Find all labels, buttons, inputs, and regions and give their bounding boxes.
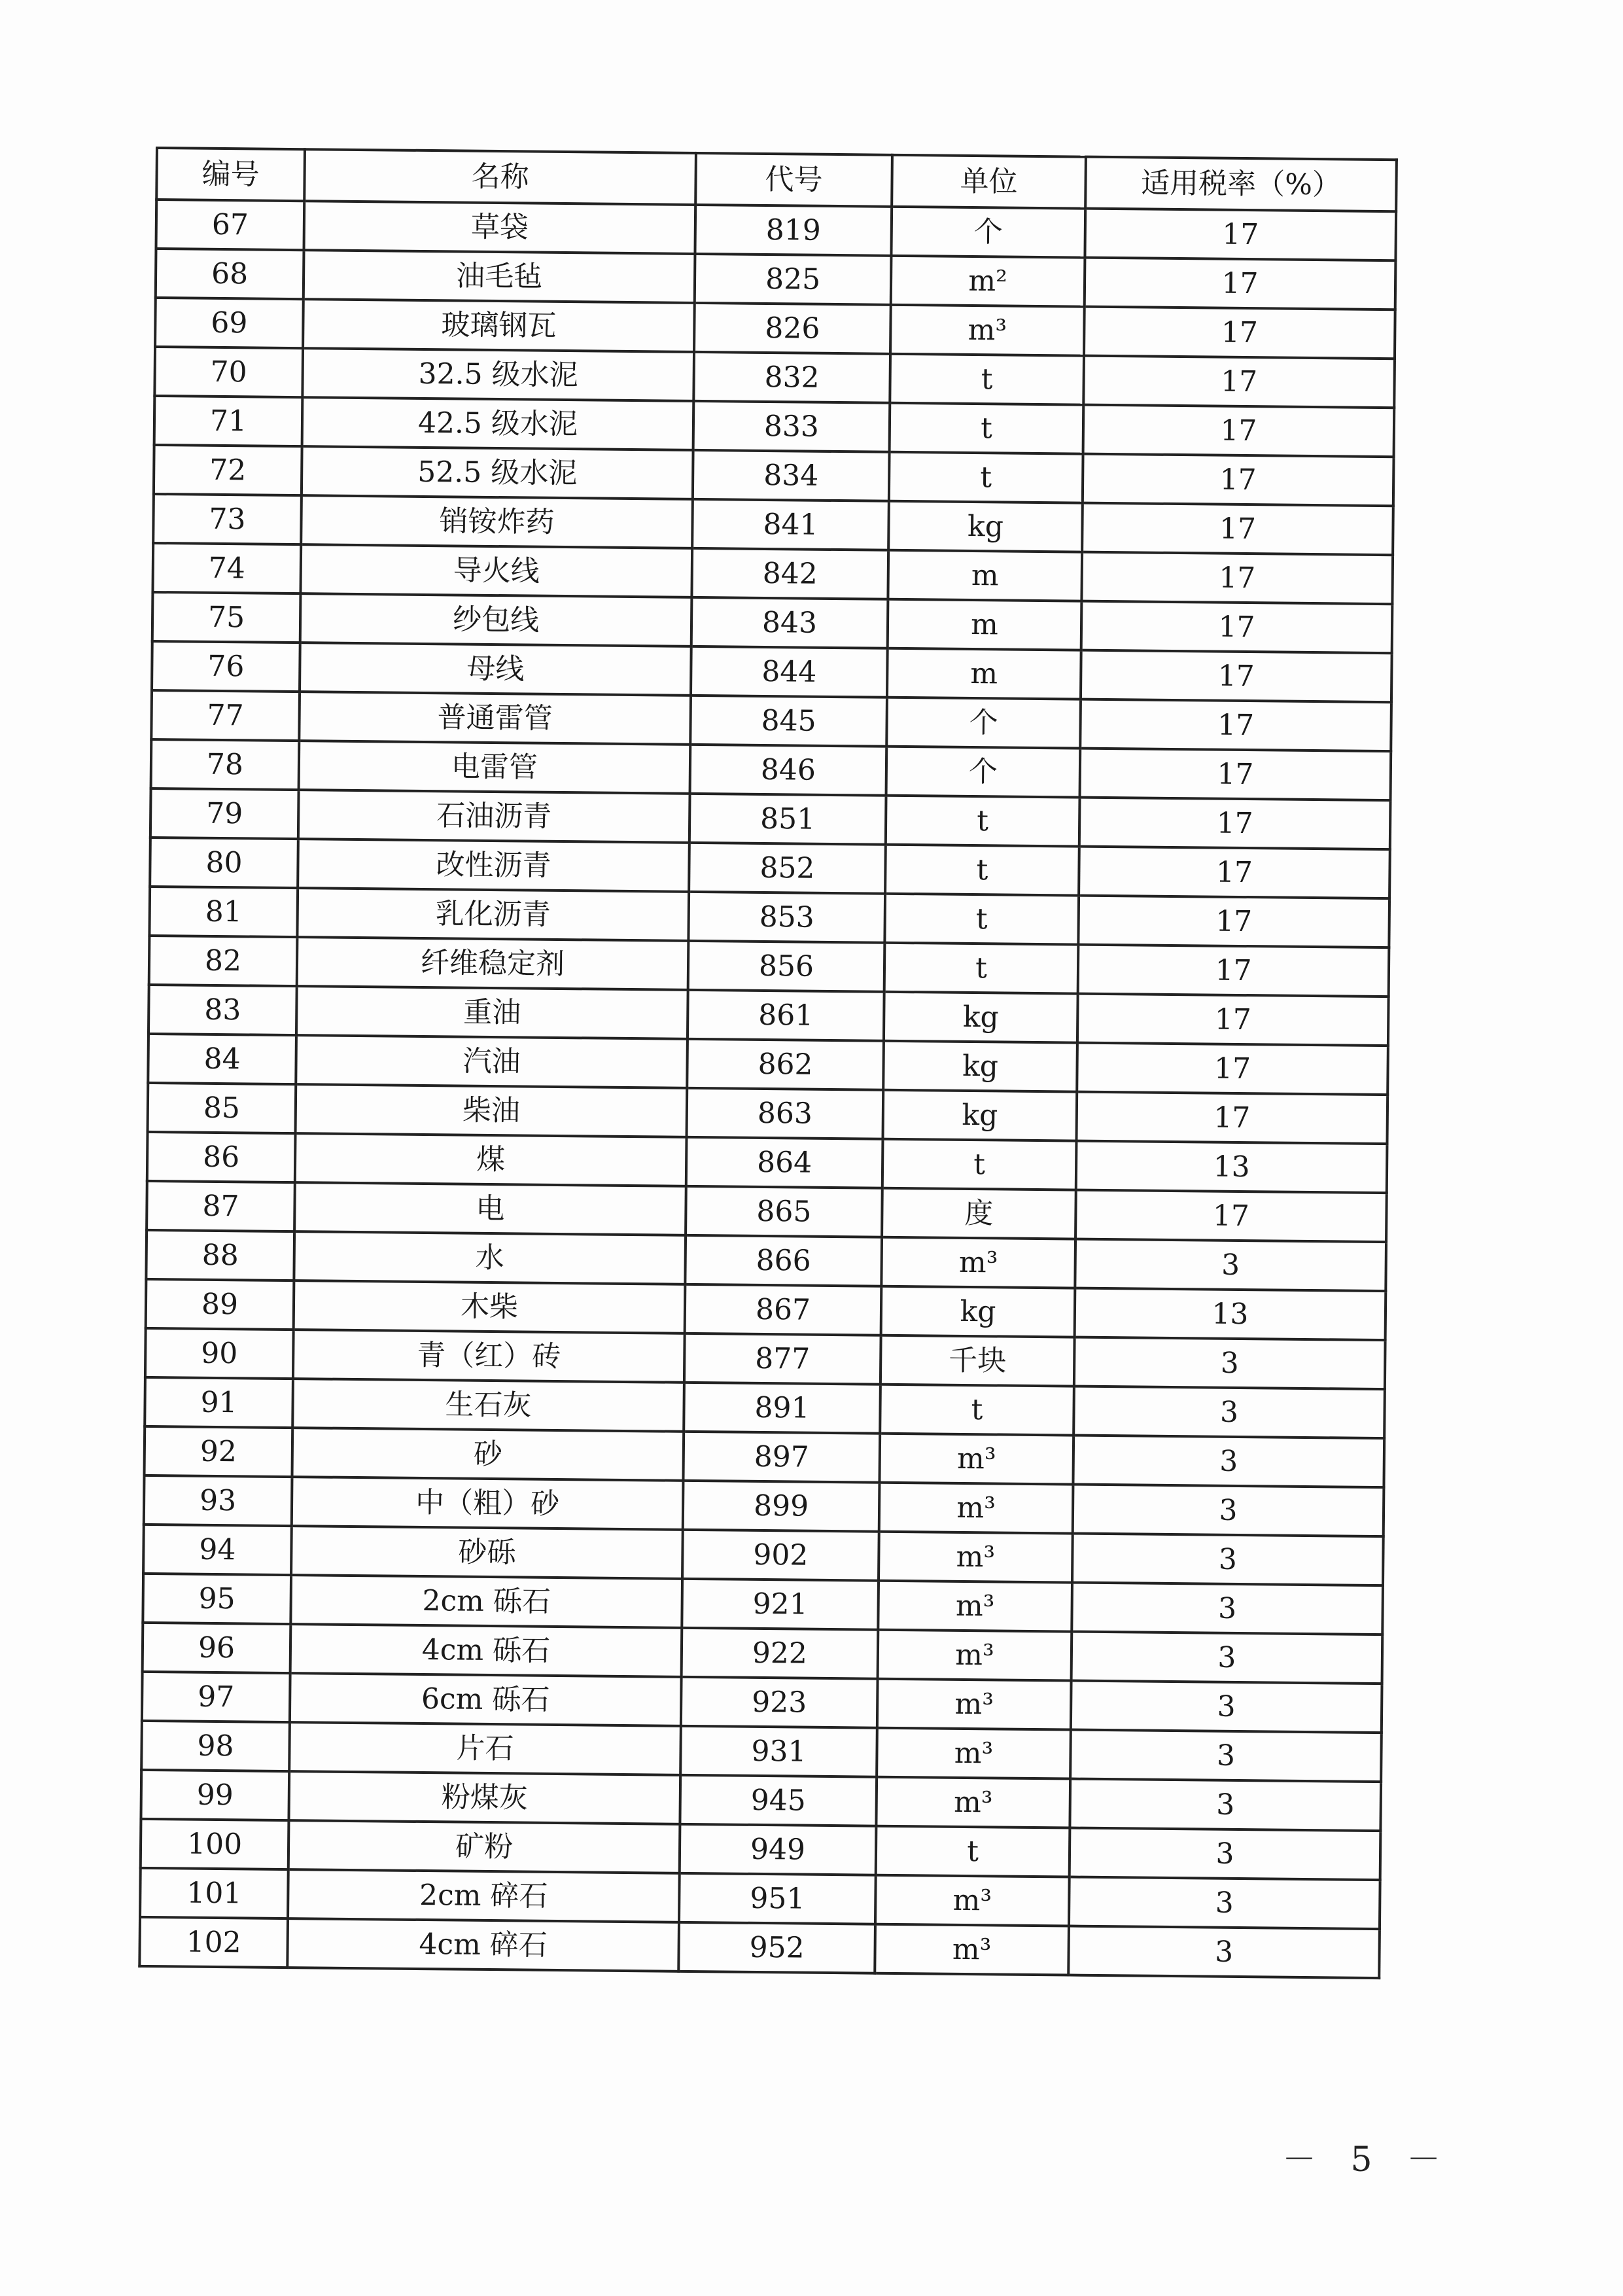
cell-number: 96 xyxy=(143,1623,291,1673)
cell-rate: 17 xyxy=(1078,945,1389,997)
cell-unit: t xyxy=(884,943,1079,994)
cell-rate: 3 xyxy=(1068,1926,1380,1979)
cell-name: 电 xyxy=(294,1182,686,1235)
cell-unit: m xyxy=(888,599,1082,650)
cell-name: 电雷管 xyxy=(299,741,691,794)
cell-number: 98 xyxy=(141,1721,290,1771)
cell-unit: m³ xyxy=(879,1483,1073,1534)
cell-rate: 13 xyxy=(1075,1288,1386,1341)
cell-name: 纱包线 xyxy=(300,593,692,646)
cell-rate: 17 xyxy=(1080,749,1391,801)
cell-code: 825 xyxy=(695,254,892,305)
cell-number: 75 xyxy=(152,592,301,643)
cell-code: 844 xyxy=(691,646,888,698)
cell-rate: 3 xyxy=(1072,1534,1384,1586)
cell-unit: t xyxy=(890,354,1084,405)
cell-code: 877 xyxy=(684,1333,881,1385)
cell-unit: kg xyxy=(884,992,1078,1043)
cell-number: 72 xyxy=(154,445,302,495)
cell-unit: m³ xyxy=(875,1924,1069,1975)
cell-number: 95 xyxy=(143,1574,291,1624)
cell-unit: m³ xyxy=(881,1237,1075,1288)
cell-name: 生石灰 xyxy=(292,1379,684,1432)
cell-code: 902 xyxy=(682,1530,879,1581)
cell-unit: t xyxy=(884,894,1079,945)
cell-number: 82 xyxy=(149,936,298,986)
cell-code: 923 xyxy=(681,1677,878,1728)
cell-name: 改性沥青 xyxy=(298,839,689,892)
cell-name: 汽油 xyxy=(296,1035,688,1088)
cell-number: 80 xyxy=(150,838,298,888)
cell-name: 玻璃钢瓦 xyxy=(303,299,695,352)
cell-name: 矿粉 xyxy=(288,1820,680,1873)
cell-rate: 17 xyxy=(1077,994,1389,1046)
cell-name: 木柴 xyxy=(294,1280,686,1333)
cell-rate: 3 xyxy=(1070,1779,1381,1831)
cell-name: 青（红）砖 xyxy=(293,1330,685,1383)
cell-number: 101 xyxy=(140,1868,288,1918)
cell-rate: 17 xyxy=(1085,209,1396,261)
cell-name: 石油沥青 xyxy=(298,790,690,843)
cell-number: 78 xyxy=(151,739,300,790)
cell-rate: 3 xyxy=(1069,1877,1380,1930)
cell-rate: 3 xyxy=(1073,1436,1384,1488)
cell-unit: 个 xyxy=(886,747,1081,798)
cell-rate: 3 xyxy=(1074,1337,1386,1390)
cell-code: 931 xyxy=(680,1726,877,1777)
cell-code: 922 xyxy=(682,1628,879,1679)
header-rate: 适用税率（%） xyxy=(1085,157,1397,212)
cell-rate: 17 xyxy=(1081,650,1392,703)
cell-number: 89 xyxy=(146,1279,294,1330)
cell-name: 母线 xyxy=(300,643,691,696)
cell-name: 销铵炸药 xyxy=(301,495,693,548)
cell-code: 949 xyxy=(680,1824,877,1875)
cell-number: 76 xyxy=(152,641,300,692)
cell-name: 52.5 级水泥 xyxy=(302,446,693,499)
cell-number: 74 xyxy=(152,543,301,593)
cell-rate: 17 xyxy=(1080,699,1391,752)
cell-code: 945 xyxy=(680,1775,877,1826)
cell-number: 77 xyxy=(151,690,300,741)
header-name: 名称 xyxy=(304,149,696,205)
cell-code: 867 xyxy=(685,1284,882,1335)
cell-code: 845 xyxy=(690,696,887,747)
cell-rate: 3 xyxy=(1075,1239,1386,1292)
cell-number: 71 xyxy=(154,396,303,446)
cell-unit: m² xyxy=(891,256,1085,307)
cell-rate: 17 xyxy=(1079,847,1390,899)
cell-number: 70 xyxy=(154,347,303,397)
page-number: － 5 － xyxy=(1282,2140,1453,2180)
cell-name: 草袋 xyxy=(304,201,695,254)
cell-name: 4cm 碎石 xyxy=(287,1918,679,1971)
header-code: 代号 xyxy=(695,153,892,207)
cell-code: 842 xyxy=(691,548,888,599)
cell-code: 865 xyxy=(686,1186,882,1237)
cell-rate: 17 xyxy=(1081,552,1393,605)
cell-unit: m xyxy=(888,550,1082,601)
cell-rate: 17 xyxy=(1079,798,1391,850)
cell-number: 67 xyxy=(156,200,305,250)
cell-rate: 17 xyxy=(1081,601,1393,654)
cell-code: 951 xyxy=(679,1873,876,1924)
cell-code: 851 xyxy=(689,794,886,845)
cell-unit: m³ xyxy=(878,1630,1072,1681)
cell-unit: m xyxy=(887,648,1081,699)
cell-number: 88 xyxy=(146,1230,294,1280)
cell-name: 水 xyxy=(294,1231,686,1284)
cell-number: 102 xyxy=(139,1917,288,1968)
cell-unit: t xyxy=(886,796,1080,847)
cell-rate: 17 xyxy=(1083,405,1395,457)
cell-unit: m³ xyxy=(875,1875,1070,1926)
cell-unit: t xyxy=(889,452,1083,503)
cell-number: 85 xyxy=(148,1083,296,1133)
cell-code: 819 xyxy=(695,205,892,256)
cell-code: 856 xyxy=(688,941,885,992)
cell-number: 100 xyxy=(141,1819,289,1869)
cell-code: 841 xyxy=(692,499,889,550)
cell-code: 863 xyxy=(687,1088,884,1139)
cell-name: 2cm 砾石 xyxy=(290,1575,682,1628)
header-number: 编号 xyxy=(156,148,305,201)
cell-code: 897 xyxy=(683,1432,880,1483)
cell-number: 73 xyxy=(153,494,302,544)
cell-rate: 17 xyxy=(1076,1092,1387,1144)
cell-name: 普通雷管 xyxy=(299,692,691,745)
cell-unit: kg xyxy=(882,1090,1077,1141)
cell-name: 煤 xyxy=(295,1133,687,1186)
cell-number: 79 xyxy=(150,788,299,839)
cell-name: 乳化沥青 xyxy=(297,888,689,941)
cell-code: 862 xyxy=(687,1039,884,1090)
cell-code: 853 xyxy=(688,892,885,943)
cell-number: 87 xyxy=(147,1181,295,1231)
cell-code: 843 xyxy=(691,597,888,648)
cell-name: 砂砾 xyxy=(291,1526,683,1579)
cell-name: 导火线 xyxy=(300,544,692,597)
cell-rate: 17 xyxy=(1083,454,1394,506)
cell-unit: 个 xyxy=(891,207,1085,258)
cell-rate: 3 xyxy=(1073,1386,1385,1439)
cell-code: 899 xyxy=(683,1481,880,1532)
cell-unit: kg xyxy=(881,1286,1075,1337)
cell-unit: kg xyxy=(883,1041,1077,1092)
cell-rate: 17 xyxy=(1075,1190,1387,1243)
cell-rate: 17 xyxy=(1082,503,1393,556)
table-body xyxy=(139,200,1396,1978)
cell-unit: t xyxy=(880,1385,1074,1436)
cell-name: 油毛毡 xyxy=(304,250,695,303)
cell-name: 重油 xyxy=(296,986,688,1039)
cell-rate: 17 xyxy=(1083,356,1395,408)
cell-number: 84 xyxy=(148,1034,296,1084)
cell-code: 921 xyxy=(682,1579,879,1630)
cell-number: 83 xyxy=(148,985,297,1035)
cell-number: 94 xyxy=(143,1525,292,1575)
cell-rate: 3 xyxy=(1070,1828,1381,1881)
cell-name: 2cm 碎石 xyxy=(288,1869,680,1922)
cell-code: 834 xyxy=(693,450,890,501)
cell-name: 砂 xyxy=(292,1428,684,1481)
cell-code: 891 xyxy=(684,1383,881,1434)
cell-code: 861 xyxy=(688,990,884,1041)
cell-name: 粉煤灰 xyxy=(288,1771,680,1824)
cell-number: 92 xyxy=(145,1426,293,1477)
cell-number: 97 xyxy=(142,1672,290,1722)
cell-code: 826 xyxy=(694,303,891,354)
cell-unit: m³ xyxy=(877,1679,1072,1730)
cell-number: 86 xyxy=(147,1132,296,1182)
cell-rate: 17 xyxy=(1084,307,1395,359)
cell-name: 中（粗）砂 xyxy=(292,1477,684,1530)
cell-name: 42.5 级水泥 xyxy=(302,397,694,450)
cell-number: 91 xyxy=(145,1377,293,1428)
tax-rate-table xyxy=(138,147,1398,1979)
cell-number: 81 xyxy=(149,887,298,937)
cell-unit: 度 xyxy=(882,1188,1076,1239)
cell-unit: kg xyxy=(888,501,1083,552)
cell-name: 32.5 级水泥 xyxy=(302,348,694,401)
cell-rate: 3 xyxy=(1072,1583,1383,1635)
cell-rate: 3 xyxy=(1072,1632,1383,1684)
cell-number: 90 xyxy=(145,1328,294,1379)
cell-unit: m³ xyxy=(890,305,1085,356)
cell-unit: 个 xyxy=(886,698,1081,749)
cell-code: 852 xyxy=(689,843,886,894)
cell-unit: m³ xyxy=(879,1434,1073,1485)
cell-name: 片石 xyxy=(289,1722,681,1775)
cell-rate: 17 xyxy=(1085,258,1396,310)
cell-rate: 3 xyxy=(1071,1681,1382,1733)
cell-name: 6cm 砾石 xyxy=(290,1673,682,1726)
cell-name: 纤维稳定剂 xyxy=(297,937,689,990)
cell-code: 846 xyxy=(690,745,887,796)
cell-rate: 13 xyxy=(1076,1141,1387,1193)
cell-unit: t xyxy=(876,1826,1070,1877)
cell-rate: 17 xyxy=(1078,896,1389,948)
cell-unit: 千块 xyxy=(881,1335,1075,1386)
cell-number: 69 xyxy=(155,298,304,348)
cell-unit: m³ xyxy=(877,1728,1071,1779)
cell-code: 833 xyxy=(693,401,890,452)
cell-code: 866 xyxy=(685,1235,882,1286)
cell-rate: 17 xyxy=(1077,1043,1388,1095)
cell-name: 柴油 xyxy=(296,1084,688,1137)
cell-unit: m³ xyxy=(879,1532,1073,1583)
header-unit: 单位 xyxy=(892,155,1086,209)
cell-number: 93 xyxy=(144,1475,292,1526)
cell-rate: 3 xyxy=(1073,1485,1384,1537)
cell-unit: m³ xyxy=(878,1581,1072,1632)
cell-unit: t xyxy=(882,1139,1077,1190)
cell-rate: 3 xyxy=(1070,1730,1382,1782)
cell-number: 68 xyxy=(156,249,304,299)
cell-code: 832 xyxy=(693,352,890,403)
cell-unit: m³ xyxy=(876,1777,1070,1828)
cell-code: 864 xyxy=(686,1137,883,1188)
cell-number: 99 xyxy=(141,1770,289,1820)
cell-code: 952 xyxy=(678,1922,875,1973)
cell-name: 4cm 砾石 xyxy=(290,1624,682,1677)
cell-unit: t xyxy=(890,403,1084,454)
cell-unit: t xyxy=(885,845,1079,896)
